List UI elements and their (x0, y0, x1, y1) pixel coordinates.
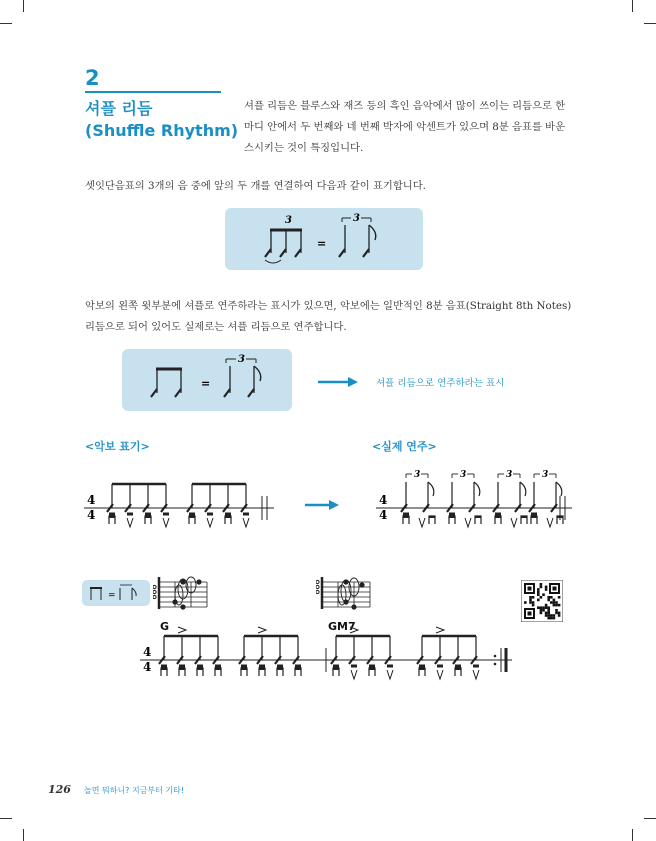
triplet-number: 3 (506, 470, 513, 480)
crop-mark (23, 0, 24, 12)
up-stroke-mark (207, 518, 213, 527)
up-stroke-mark (243, 518, 249, 527)
shuffle-hint-notation (82, 580, 150, 606)
equals-sign: = (317, 237, 327, 250)
shuffle-marking-notation (122, 349, 292, 411)
paragraph-triplet: 셋잇단음표의 3개의 음 중에 앞의 두 개를 연결하여 다음과 같이 표기합니다. (85, 180, 426, 192)
time-signature-bottom: 4 (87, 508, 96, 522)
crop-mark (23, 829, 24, 841)
shuffle-marking-label: 셔플 리듬으로 연주하라는 표시 (376, 378, 505, 389)
right-arrow-icon (305, 500, 339, 510)
crop-mark (0, 818, 12, 819)
page-number: 126 (48, 783, 71, 796)
triplet-number: 3 (238, 354, 245, 365)
up-stroke-mark (511, 518, 517, 527)
section-title-en: (Shuffle Rhythm) (85, 121, 239, 140)
time-signature-top: 4 (379, 493, 388, 507)
up-stroke-mark (465, 518, 471, 527)
crop-mark (0, 23, 12, 24)
crop-mark (644, 818, 656, 819)
up-stroke-mark (127, 518, 133, 527)
crop-mark (644, 23, 656, 24)
triplet-number: 3 (542, 470, 549, 480)
triplet-number: 3 (460, 470, 467, 480)
score-notation-staff (84, 474, 274, 546)
chord-strum-staff (140, 624, 520, 686)
accent-mark (258, 627, 266, 633)
qr-code (521, 580, 563, 622)
triplet-number: 3 (285, 215, 292, 226)
accent-mark (350, 627, 358, 633)
equals-sign: = (108, 591, 116, 601)
crop-mark (632, 0, 633, 12)
up-stroke-mark (163, 518, 169, 527)
section-rule (85, 91, 221, 93)
triplet-number: 3 (353, 213, 360, 224)
shuffle-marking-box (122, 349, 292, 411)
accent-mark (178, 627, 186, 633)
note-flag (474, 482, 480, 496)
actual-performance-staff (376, 464, 572, 546)
actual-performance-label: <실제 연주> (372, 440, 437, 453)
time-signature-bottom: 4 (143, 660, 152, 674)
right-arrow-icon (318, 376, 358, 388)
time-signature-top: 4 (143, 645, 152, 659)
up-stroke-mark (437, 670, 443, 679)
chord-name-g: G (160, 620, 170, 633)
crop-mark (632, 829, 633, 841)
up-stroke-mark (547, 518, 553, 527)
triplet-number: 3 (414, 470, 421, 480)
note-flag (556, 482, 562, 496)
time-signature-top: 4 (87, 493, 96, 507)
up-stroke-mark (419, 518, 425, 527)
shuffle-hint-box (82, 580, 150, 606)
up-stroke-mark (473, 670, 479, 679)
section-title (85, 98, 238, 142)
chord-diagram-gm7 (316, 573, 374, 613)
section-title-ko: 셔플 리듬 (85, 99, 153, 118)
paragraph-shuffle-marking: 악보의 왼쪽 윗부분에 셔플로 연주하라는 표시가 있으면, 악보에는 일반적인 8분 음표(Straight 8th Notes) 리듬으로 되어 있어도 실제로는 셔플 리듬으로 연주합니다. (85, 300, 572, 333)
up-stroke-mark (351, 670, 357, 679)
time-signature-bottom: 4 (379, 508, 388, 522)
intro-paragraph: 셔플 리듬은 블루스와 재즈 등의 흑인 음악에서 많이 쓰이는 리듬으로 한 마디 안에서 두 번째와 네 번째 박자에 악센트가 있으며 8분 음표를 바운스시키는 것이 특징입니다. (244, 100, 566, 154)
score-notation-label: <악보 표기> (85, 440, 150, 453)
triplet-notation (225, 208, 423, 270)
chord-diagram-g (153, 573, 211, 613)
note-flag (520, 482, 526, 496)
accent-mark (436, 627, 444, 633)
equals-sign: = (201, 377, 211, 390)
up-stroke-mark (387, 670, 393, 679)
note-flag (428, 482, 434, 496)
chord-name-gm7: GM7 (328, 620, 356, 633)
book-title: 놀면 뭐하니? 지금부터 기타! (84, 786, 185, 795)
section-number: 2 (85, 66, 100, 90)
triplet-equivalence-box (225, 208, 423, 270)
